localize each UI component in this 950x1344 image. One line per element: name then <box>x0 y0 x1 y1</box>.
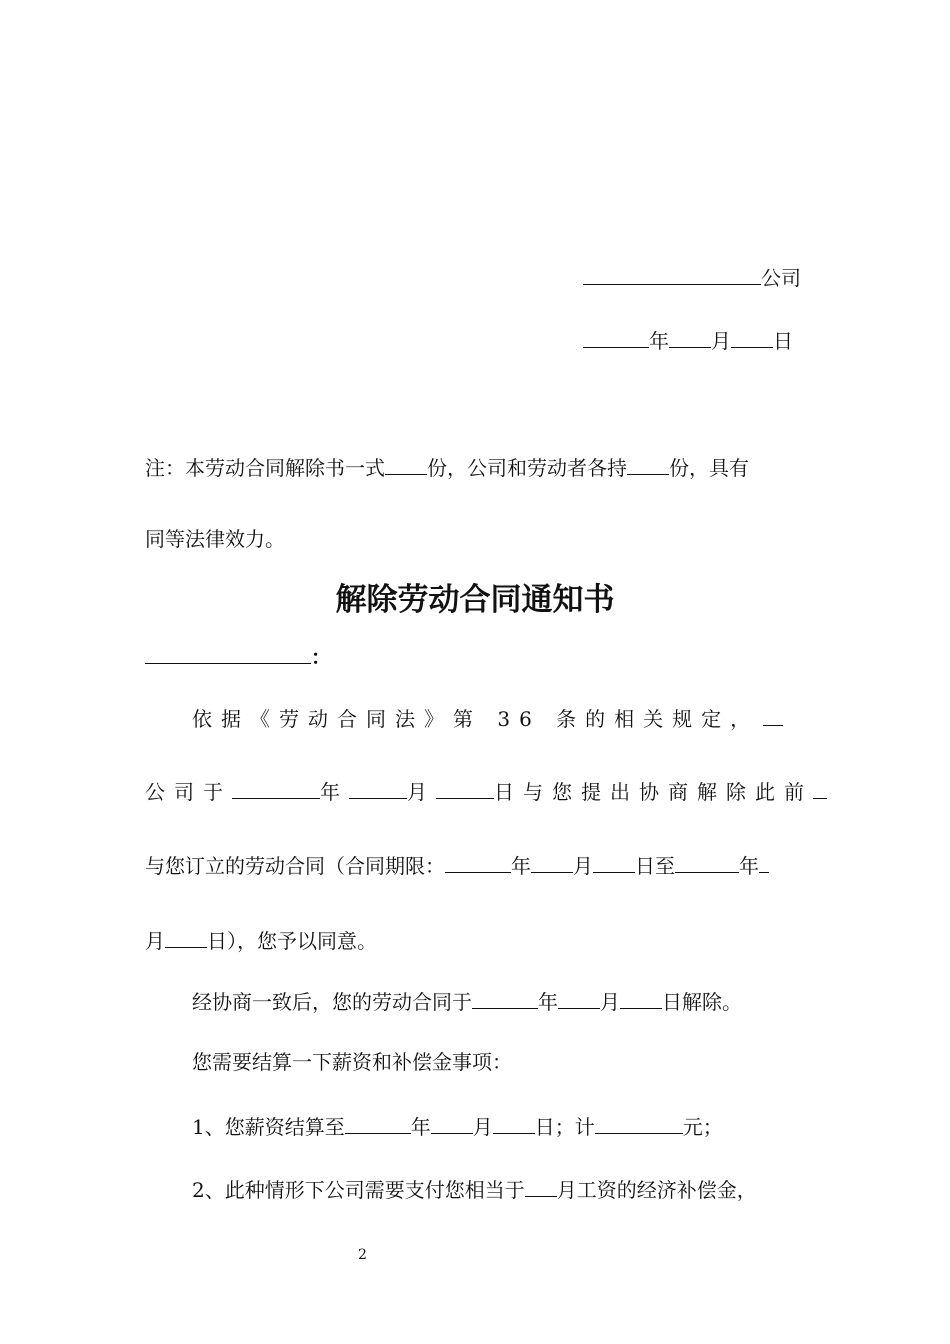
p1-line-3 <box>145 850 769 880</box>
salary-yuan-label: 元； <box>682 1115 723 1139</box>
term-start-day-label: 日至 <box>635 854 675 878</box>
terminate-year-label: 年 <box>538 990 558 1014</box>
item-2-text-a: 2、此种情形下公司需要支付您相当于 <box>192 1178 525 1202</box>
term-end-year-blank <box>675 850 739 873</box>
agree-day-label: 日与您提出协商解除此前 <box>494 780 813 804</box>
term-start-month-blank <box>531 850 573 873</box>
p1-line-2 <box>145 776 827 806</box>
terminate-month-label: 月 <box>600 990 620 1014</box>
addressee-line <box>145 641 331 671</box>
p2-text: 经协商一致后，您的劳动合同于 <box>192 990 472 1014</box>
company-signature-line <box>583 262 801 292</box>
each-copies-blank <box>627 452 669 475</box>
term-start-year-label: 年 <box>511 854 531 878</box>
prior-blank <box>813 776 827 799</box>
p1-text-4: 日），您予以同意。 <box>207 929 377 953</box>
day-blank <box>731 325 773 348</box>
p3-line: 您需要结算一下薪资和补偿金事项： <box>192 1050 512 1074</box>
agree-year-label: 年 <box>320 780 349 804</box>
p1-text-1: 依据《劳动合同法》第 36 条的相关规定， <box>192 707 760 731</box>
salary-day-label: 日；计 <box>534 1115 595 1139</box>
note-text-a: 注：本劳动合同解除书一式 <box>145 456 385 480</box>
note-text-b: 份，公司和劳动者各持 <box>427 456 627 480</box>
term-start-day-blank <box>593 850 635 873</box>
salary-month-label: 月 <box>472 1115 493 1139</box>
company-blank <box>763 703 783 726</box>
month-label: 月 <box>711 329 731 353</box>
page-number: 2 <box>358 1247 367 1263</box>
year-label: 年 <box>649 329 669 353</box>
company-name-blank <box>583 262 761 285</box>
p1-text-2a: 公司于 <box>145 780 232 804</box>
item-2-line <box>192 1174 757 1204</box>
salary-year-blank <box>345 1111 411 1134</box>
terminate-month-blank <box>558 986 600 1009</box>
salary-month-blank <box>431 1111 473 1134</box>
agree-day-blank <box>436 776 494 799</box>
terminate-year-blank <box>472 986 538 1009</box>
copies-blank <box>385 452 427 475</box>
item-1-text: 1、您薪资结算至 <box>192 1115 345 1139</box>
agree-year-blank <box>232 776 320 799</box>
salary-amount-blank <box>595 1111 683 1134</box>
signature-date-line <box>583 325 793 355</box>
term-end-day-blank <box>165 925 207 948</box>
day-label: 日 <box>773 329 793 353</box>
p1-text-3a: 与您订立的劳动合同（合同期限： <box>145 854 445 878</box>
addressee-blank <box>145 641 311 664</box>
item-2-text-b: 月工资的经济补偿金， <box>556 1178 757 1202</box>
item-1-line <box>192 1111 723 1141</box>
note-line-2: 同等法律效力。 <box>145 527 285 551</box>
term-end-month-blank-start <box>759 850 769 873</box>
p1-line-4 <box>145 925 377 955</box>
salary-day-blank <box>493 1111 535 1134</box>
note-line-1 <box>145 452 749 482</box>
months-blank <box>525 1174 557 1197</box>
company-suffix: 公司 <box>761 266 801 290</box>
term-start-month-label: 月 <box>573 854 593 878</box>
term-end-year-label: 年 <box>739 854 759 878</box>
month-blank <box>669 325 711 348</box>
salary-year-label: 年 <box>410 1115 431 1139</box>
agree-month-label: 月 <box>407 780 436 804</box>
terminate-day-blank <box>620 986 662 1009</box>
year-blank <box>583 325 649 348</box>
note-text-c: 份，具有 <box>669 456 749 480</box>
p1-line-1 <box>192 703 783 733</box>
addressee-colon: ： <box>311 645 331 669</box>
term-end-month-label: 月 <box>145 929 165 953</box>
term-start-year-blank <box>445 850 511 873</box>
terminate-day-label: 日解除。 <box>662 990 742 1014</box>
document-title: 解除劳动合同通知书 <box>335 582 615 618</box>
agree-month-blank <box>349 776 407 799</box>
p2-line <box>192 986 742 1016</box>
